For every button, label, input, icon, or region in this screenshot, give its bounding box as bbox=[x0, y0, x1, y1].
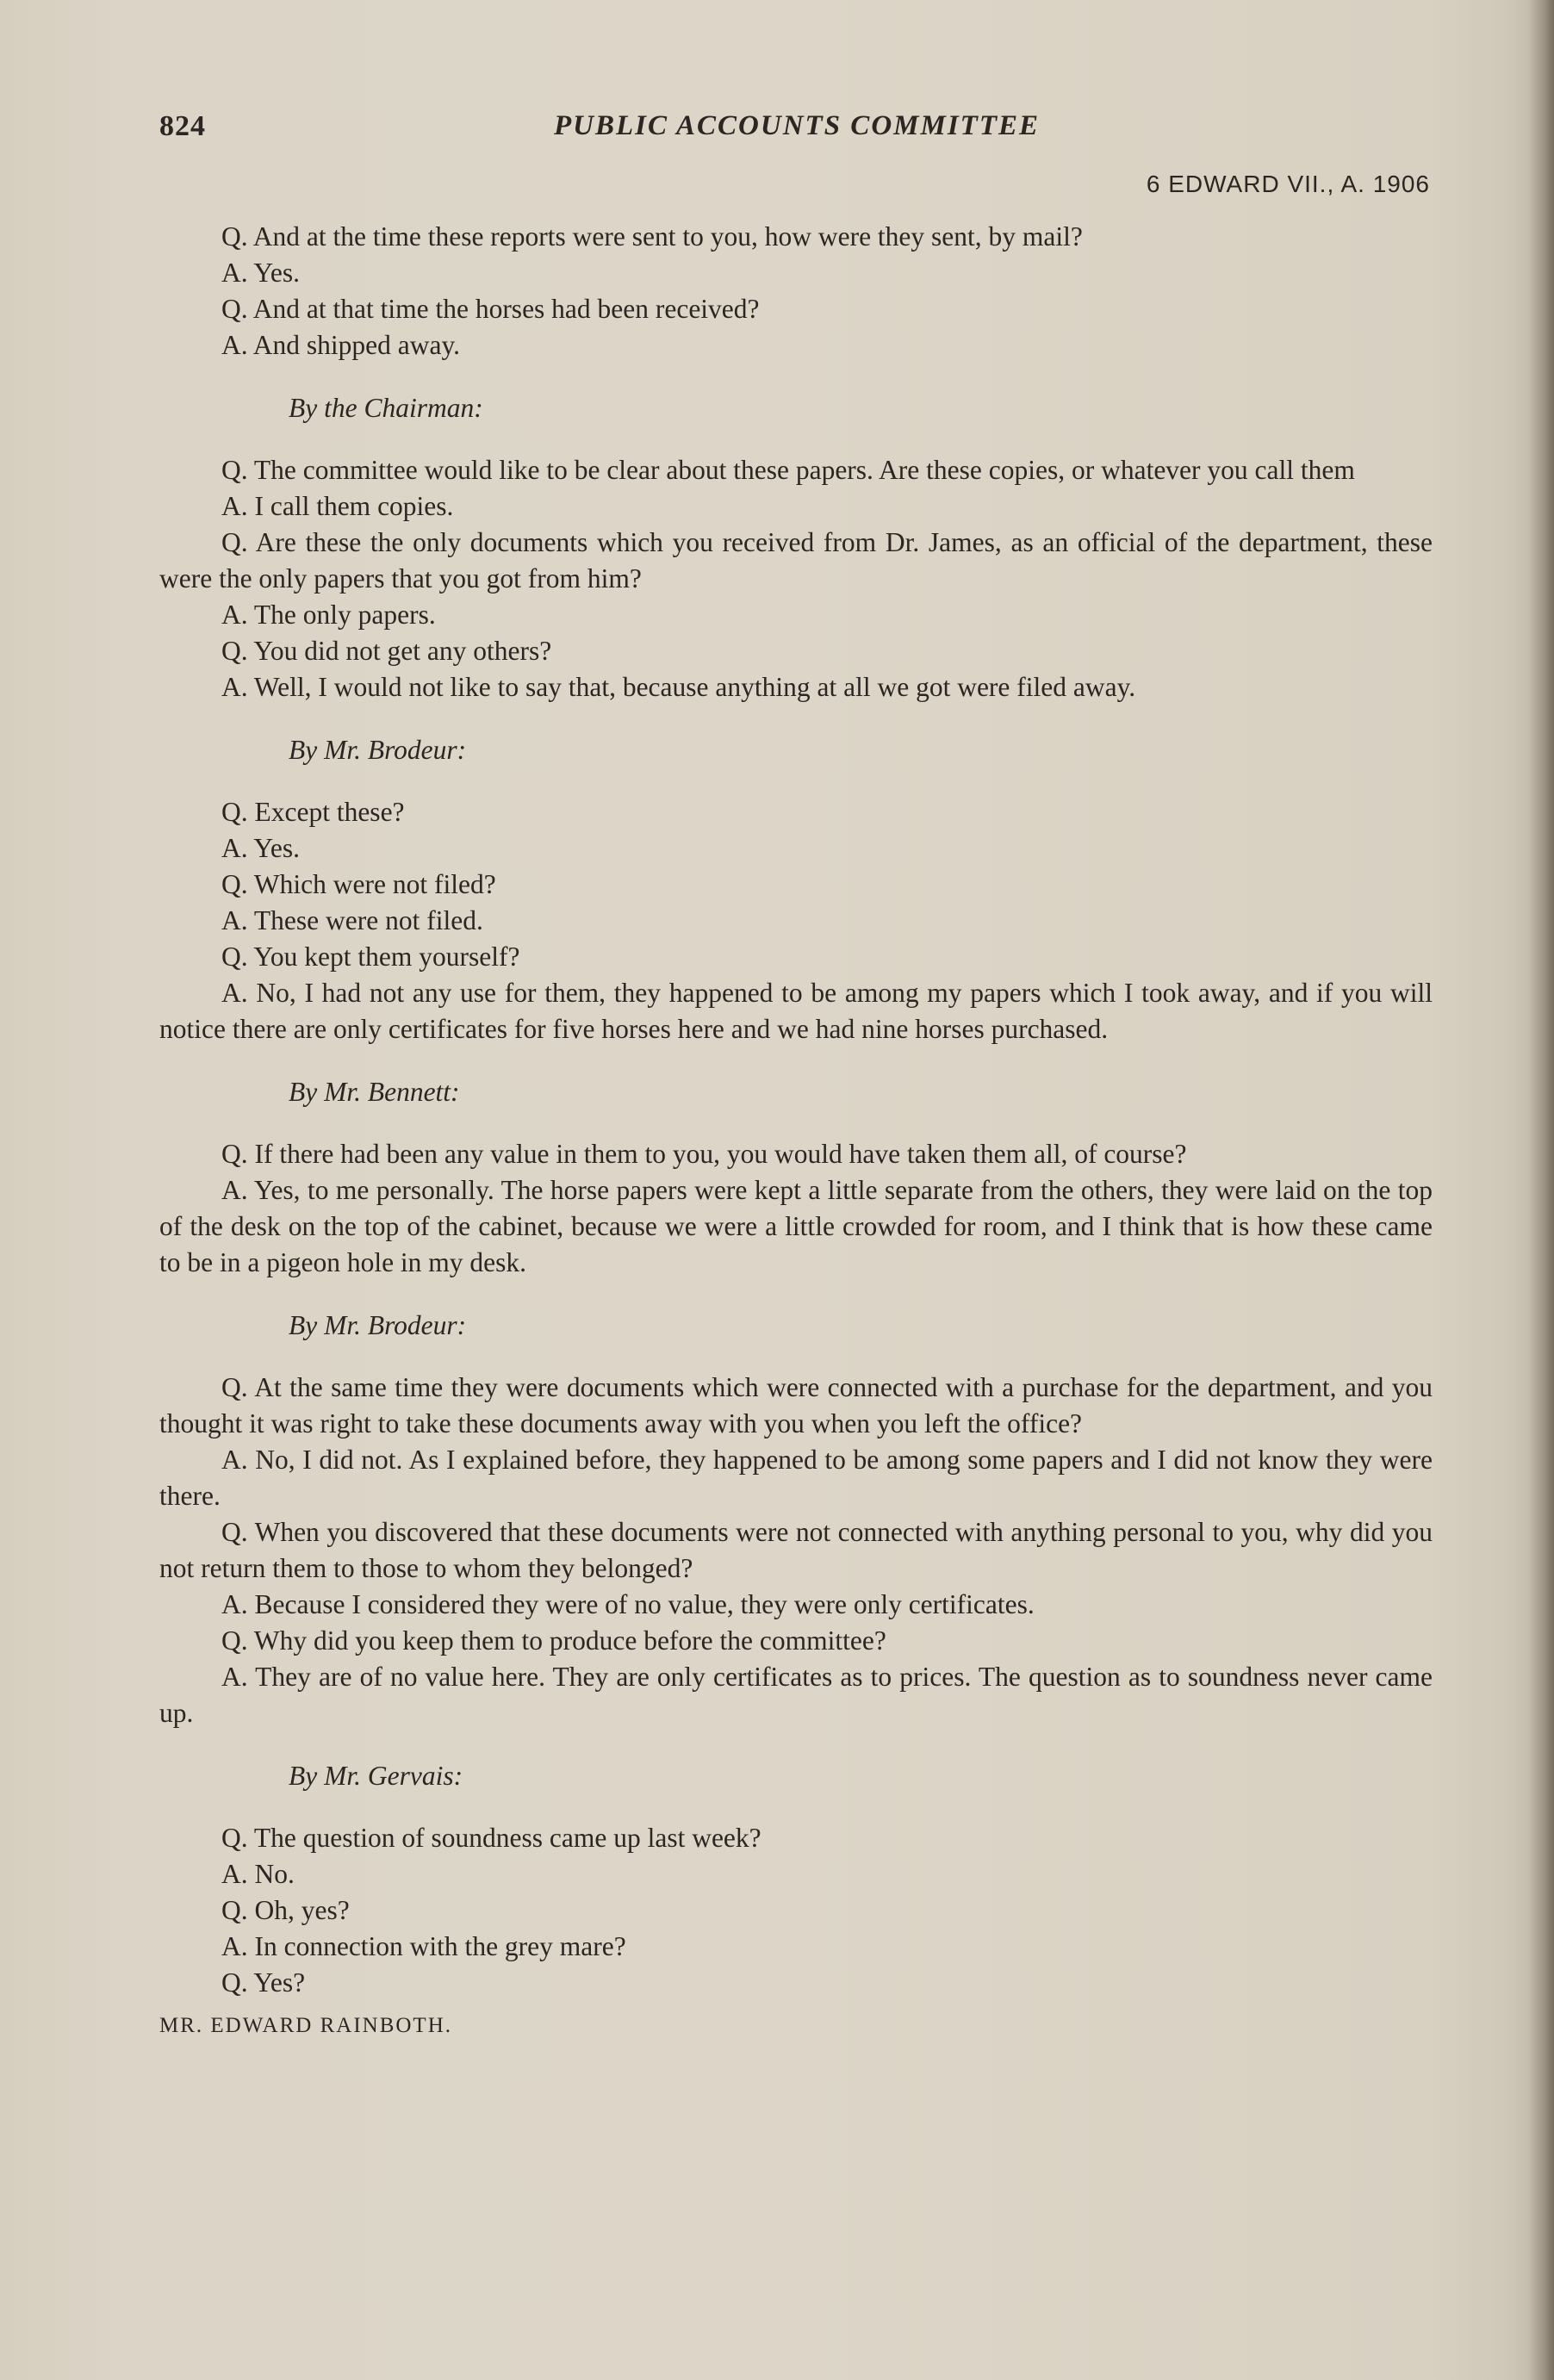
page-number: 824 bbox=[159, 110, 206, 142]
question-paragraph: Q. And at the time these reports were sent to you, how were they sent, by mail? bbox=[221, 221, 1083, 252]
question-paragraph: Q. Oh, yes? bbox=[221, 1895, 350, 1925]
answer-paragraph: A. Yes. bbox=[221, 833, 301, 863]
question-paragraph: Q. The committee would like to be clear about these papers. Are these copies, or whatever you call them bbox=[221, 455, 1355, 485]
examiner-heading: By Mr. Brodeur: bbox=[289, 1310, 467, 1340]
answer-paragraph: A. I call them copies. bbox=[221, 491, 454, 521]
question-paragraph: Q. Are these the only documents which you received from Dr. James, as an official of the department, these were the only papers that you got from him? bbox=[159, 527, 1433, 593]
answer-paragraph: A. No. bbox=[221, 1859, 295, 1889]
answer-paragraph: A. And shipped away. bbox=[221, 330, 461, 360]
answer-paragraph: A. In connection with the grey mare? bbox=[221, 1931, 626, 1961]
answer-paragraph: A. Well, I would not like to say that, because anything at all we got were filed away. bbox=[221, 672, 1136, 702]
examiner-heading: By the Chairman: bbox=[289, 393, 483, 423]
question-paragraph: Q. The question of soundness came up last week? bbox=[221, 1823, 761, 1853]
transcript-body bbox=[159, 219, 1433, 2044]
question-paragraph: Q. At the same time they were documents which were connected with a purchase for the department, and you thought it was right to take these documents away with you when you left the office? bbox=[159, 1372, 1433, 1439]
examiner-heading: By Mr. Gervais: bbox=[289, 1761, 463, 1791]
answer-paragraph: A. Because I considered they were of no value, they were only certificates. bbox=[221, 1589, 1035, 1619]
question-paragraph: Q. Yes? bbox=[221, 1967, 306, 1998]
question-paragraph: Q. Which were not filed? bbox=[221, 869, 496, 899]
answer-paragraph: A. These were not filed. bbox=[221, 905, 483, 935]
question-paragraph: Q. You kept them yourself? bbox=[221, 941, 520, 972]
witness-footer: MR. EDWARD RAINBOTH. bbox=[159, 2014, 452, 2037]
question-paragraph: Q. And at that time the horses had been received? bbox=[221, 294, 760, 324]
page-binding-shadow bbox=[1528, 0, 1554, 2380]
answer-paragraph: A. No, I had not any use for them, they happened to be among my papers which I took away, and if you will notice there are only certificates for five horses here and we had nine horses purchased. bbox=[159, 978, 1433, 1044]
examiner-heading: By Mr. Brodeur: bbox=[289, 735, 467, 765]
running-title: PUBLIC ACCOUNTS COMMITTEE bbox=[553, 110, 1041, 141]
question-paragraph: Q. You did not get any others? bbox=[221, 636, 552, 666]
question-paragraph: Q. If there had been any value in them to you, you would have taken them all, of course? bbox=[221, 1139, 1187, 1169]
answer-paragraph: A. The only papers. bbox=[221, 600, 436, 630]
answer-paragraph: A. Yes. bbox=[221, 258, 301, 288]
question-paragraph: Q. Why did you keep them to produce before the committee? bbox=[221, 1625, 886, 1656]
page-header bbox=[159, 102, 1434, 153]
question-paragraph: Q. Except these? bbox=[221, 797, 405, 827]
answer-paragraph: A. They are of no value here. They are only certificates as to prices. The question as to soundness never came up. bbox=[159, 1662, 1433, 1728]
question-paragraph: Q. When you discovered that these documents were not connected with anything personal to you, why did you not return them to those to whom they belonged? bbox=[159, 1517, 1433, 1583]
answer-paragraph: A. Yes, to me personally. The horse papers were kept a little separate from the others, they were laid on the top of the desk on the top of the cabinet, because we were a little crowded for room, and I think that is how these came to be in a pigeon hole in my desk. bbox=[159, 1175, 1433, 1277]
answer-paragraph: A. No, I did not. As I explained before, they happened to be among some papers and I did not know they were there. bbox=[159, 1445, 1433, 1511]
examiner-heading: By Mr. Bennett: bbox=[289, 1077, 460, 1107]
session-reference: 6 EDWARD VII., A. 1906 bbox=[1146, 171, 1430, 197]
